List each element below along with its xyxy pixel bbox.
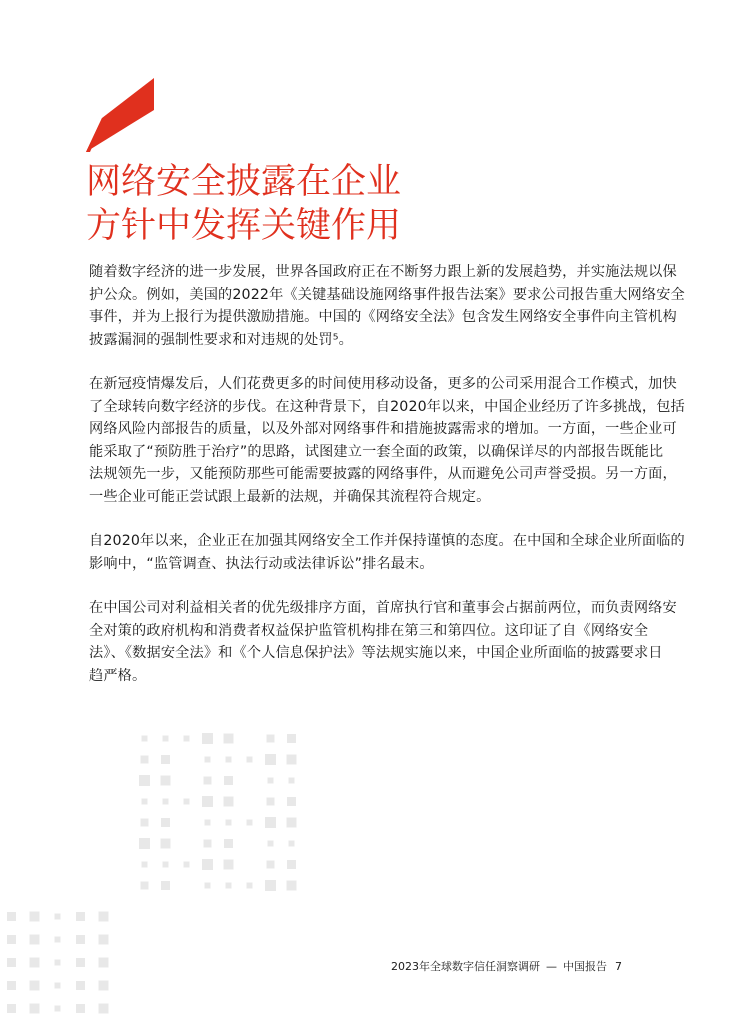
decorative-dot [287,881,297,891]
decorative-dot [30,1004,40,1014]
decorative-dot [141,882,149,890]
decorative-dot [76,958,85,967]
decorative-dot [287,755,297,765]
text-line: 披露漏洞的强制性要求和对违规的处罚⁵。 [89,331,353,348]
decorative-dot [247,820,253,826]
decorative-dot [139,838,150,849]
page-title-line-2: 方针中发挥关键作用 [86,206,402,246]
decorative-dot [163,799,169,805]
decorative-dot [289,778,295,784]
paragraph-1 [89,261,685,351]
decorative-dot [265,880,276,891]
text-line: 了全球转向数字经济的步伐。在这种背景下，自2020年以来，中国企业经历了许多挑战，包括 [89,398,685,415]
decorative-dot-grid-lower [0,905,120,1024]
decorative-dot [163,862,169,868]
footer-separator: — [546,960,557,973]
decorative-dot [142,736,148,742]
decorative-dot [184,862,190,868]
decorative-dot [161,881,170,890]
decorative-dot [7,935,16,944]
text-line: 在中国公司对利益相关者的优先级排序方面，首席执行官和董事会占据前两位，而负责网络安 [89,600,677,616]
decorative-dot [142,799,148,805]
decorative-dot [202,859,213,870]
red-parallelogram-accent [86,78,154,152]
decorative-dot [247,883,253,889]
decorative-dot [268,841,274,847]
footer-report-title: 2023年全球数字信任洞察调研 [391,960,540,973]
decorative-dot [99,958,109,968]
decorative-dot [205,820,211,826]
decorative-dot [204,777,212,785]
decorative-dot [76,1004,85,1013]
decorative-dot [267,735,275,743]
decorative-dot [184,799,190,805]
decorative-dot [226,820,232,826]
page-footer [391,958,622,974]
decorative-dot [76,935,85,944]
decorative-dot [55,937,61,943]
text-line: 网络风险内部报告的质量，以及外部对网络事件和措施披露需求的增加。一方面，一些企业可 [89,421,677,437]
text-line: 护公众。例如，美国的2022年《关键基础设施网络事件报告法案》要求公司报告重大网络安全 [89,286,685,303]
decorative-dot [7,981,16,990]
decorative-dot [287,818,297,828]
text-line: 法规领先一步，又能预防那些可能需要披露的网络事件，从而避免公司声誉受损。另一方面， [89,466,677,482]
text-line: 随着数字经济的进一步发展，世界各国政府正在不断努力跟上新的发展趋势，并实施法规以保 [89,264,677,280]
decorative-dot [30,981,40,991]
decorative-dot [247,757,253,763]
decorative-dot [224,860,234,870]
decorative-dot [205,883,211,889]
decorative-dot [224,839,233,848]
page-title [86,160,646,248]
decorative-dot [76,912,85,921]
decorative-dot [30,935,40,945]
decorative-dot [204,840,212,848]
decorative-dot [99,1004,109,1014]
decorative-dot [163,736,169,742]
decorative-dot [224,797,234,807]
decorative-dot [142,862,148,868]
text-line: 全对策的政府机构和消费者权益保护监管机构排在第三和第四位。这印证了自《网络安全 [89,622,649,639]
decorative-dot [161,839,171,849]
decorative-dot [7,1004,16,1013]
decorative-dot [224,734,234,744]
text-line: 法》、《数据安全法》和《个人信息保护法》等法规实施以来，中国企业所面临的披露要求日 [89,645,663,661]
decorative-dot [265,754,276,765]
page-title-line-1: 网络安全披露在企业 [86,162,402,202]
text-line: 影响中，“监管调查、执法行动或法律诉讼”排名最末。 [89,555,434,572]
decorative-dot [141,756,149,764]
decorative-dot [267,798,275,806]
decorative-dot [226,883,232,889]
decorative-dot [161,818,170,827]
decorative-dot [55,983,61,989]
decorative-dot [99,912,109,922]
text-line: 事件，并为上报行为提供激励措施。中国的《网络安全法》包含发生网络安全事件向主管机构 [89,309,677,325]
decorative-dot [161,755,170,764]
decorative-dot [7,912,16,921]
decorative-dot [202,796,213,807]
decorative-dot [55,960,61,966]
decorative-dot [202,733,213,744]
decorative-dot [268,778,274,784]
decorative-dot [141,819,149,827]
decorative-dot [55,1006,61,1012]
decorative-dot [289,841,295,847]
text-line: 能采取了“预防胜于治疗”的思路，试图建立一套全面的政策，以确保详尽的内部报告既能比 [89,443,664,460]
decorative-dot [7,958,16,967]
footer-section: 中国报告 [563,960,607,973]
decorative-dot [30,958,40,968]
decorative-dot [287,734,296,743]
decorative-dot [226,757,232,763]
decorative-dot-grid-upper [134,728,304,908]
paragraph-3 [89,530,685,575]
decorative-dot [265,817,276,828]
text-line: 一些企业可能正尝试跟上最新的法规，并确保其流程符合规定。 [89,488,491,505]
decorative-dot [267,861,275,869]
article-body [89,261,685,709]
decorative-dot [205,757,211,763]
decorative-dot [30,912,40,922]
text-line: 趋严格。 [89,667,147,684]
decorative-dot [99,981,109,991]
decorative-dot [139,775,150,786]
decorative-dot [184,736,190,742]
page-number: 7 [615,960,622,973]
decorative-dot [161,776,171,786]
decorative-dot [55,914,61,920]
text-line: 自2020年以来，企业正在加强其网络安全工作并保持谨慎的态度。在中国和全球企业所面临的 [89,533,685,549]
decorative-dot [224,776,233,785]
decorative-dot [287,797,296,806]
decorative-dot [76,981,85,990]
decorative-dot [287,860,296,869]
text-line: 在新冠疫情爆发后，人们花费更多的时间使用移动设备，更多的公司采用混合工作模式，加快 [89,376,677,392]
decorative-dot [99,935,109,945]
paragraph-4 [89,597,677,687]
paragraph-2 [89,373,685,508]
